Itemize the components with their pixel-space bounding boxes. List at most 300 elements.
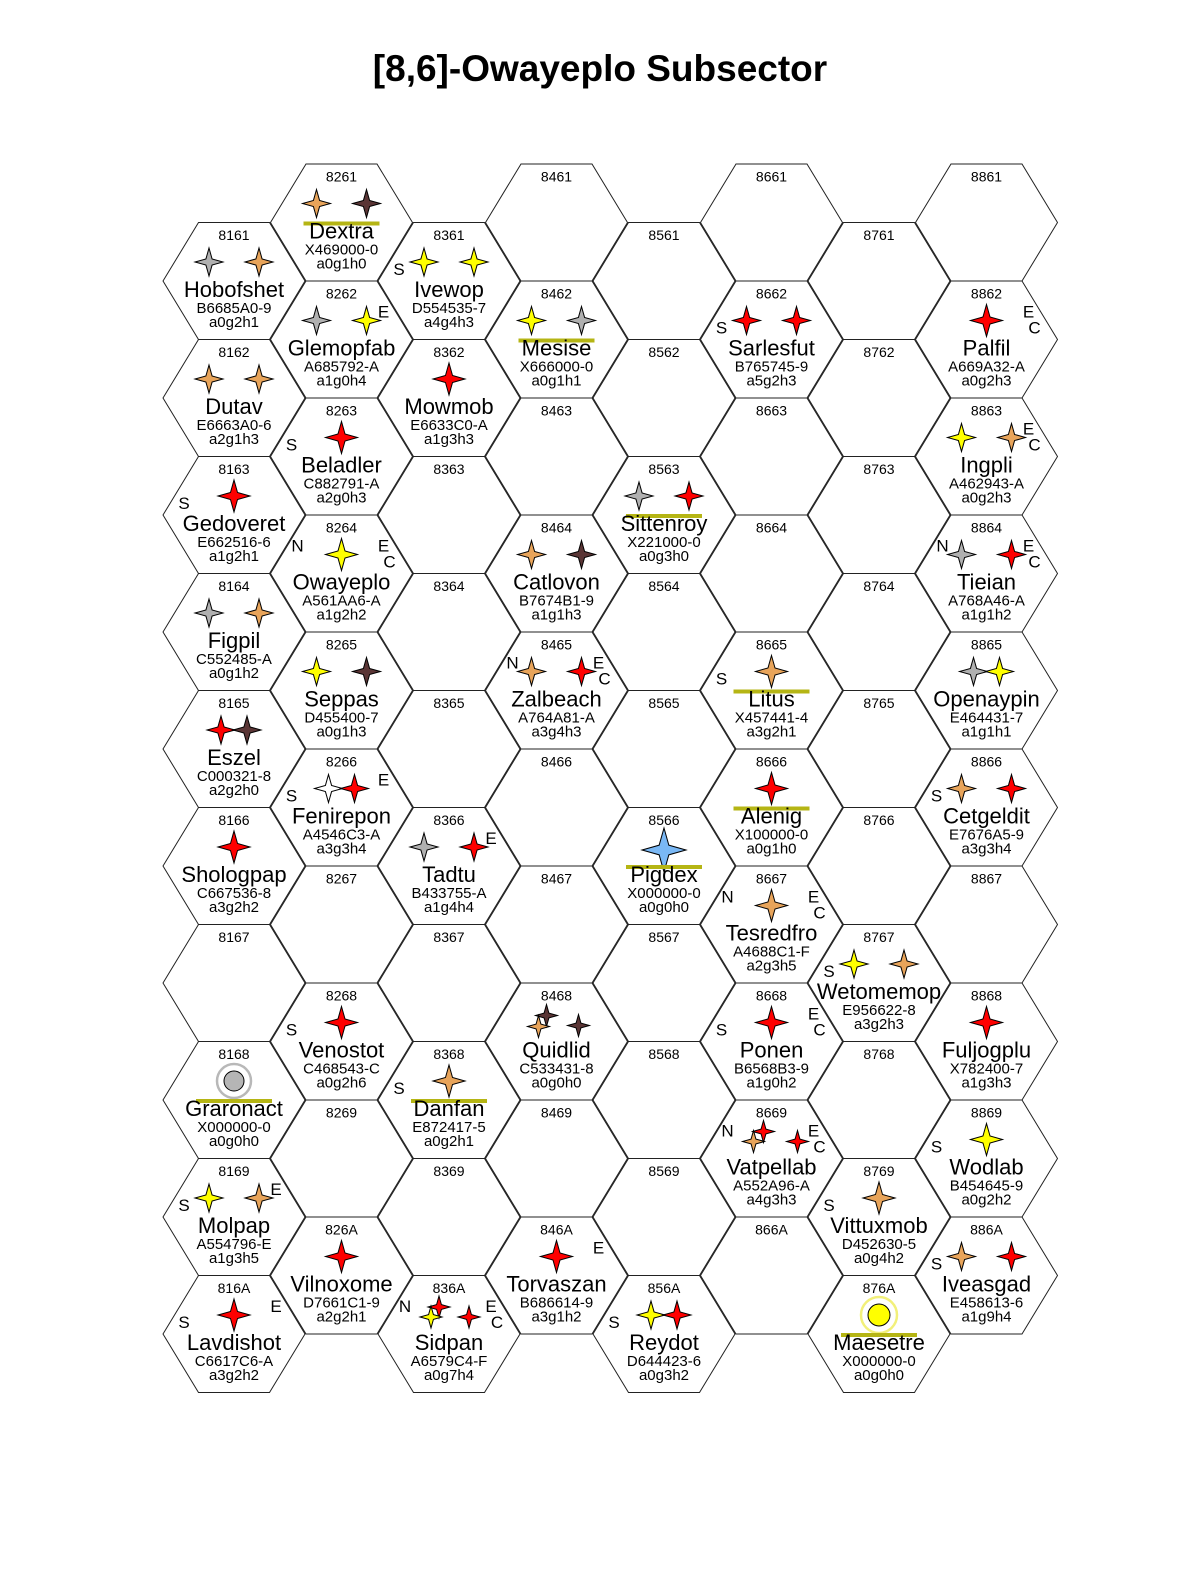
hex-8866[interactable] <box>916 749 1058 866</box>
hex-8566[interactable] <box>593 808 735 925</box>
red-star-icon <box>218 480 250 512</box>
gray-star-icon <box>960 658 988 686</box>
hex-8869[interactable] <box>916 1100 1058 1217</box>
hex-8268[interactable] <box>271 983 413 1100</box>
world-uwp: A4688C1-F <box>733 943 810 961</box>
world-code: a3g2h3 <box>853 1016 905 1033</box>
world-uwp: X000000-0 <box>842 1353 916 1370</box>
world-name: Maesetre <box>833 1330 925 1355</box>
base-flag-n: N <box>398 1297 412 1316</box>
world-uwp: X666000-0 <box>519 358 594 376</box>
hex-number: 8369 <box>433 1163 465 1179</box>
world-code: a0g3h2 <box>638 1367 690 1384</box>
hex-8365[interactable] <box>378 691 520 808</box>
hex-8166[interactable] <box>163 808 305 925</box>
gray-star-icon <box>195 599 223 627</box>
base-flag-s: S <box>930 786 943 806</box>
yellow-star-icon <box>410 248 438 276</box>
orange-star-icon <box>518 658 546 686</box>
hex-number: 8463 <box>540 402 573 419</box>
orange-star-icon <box>303 190 331 218</box>
world-name: Mowmob <box>404 394 494 419</box>
orange-star-icon <box>245 599 273 627</box>
world-code: a0g4h2 <box>853 1250 905 1267</box>
hex-8569[interactable] <box>593 1159 735 1276</box>
world-uwp: B6568B3-9 <box>733 1060 810 1078</box>
world-code: a0g0h0 <box>208 1133 260 1150</box>
hex-8262[interactable] <box>271 281 413 398</box>
hex-number: 8162 <box>218 344 250 360</box>
orange-star-icon <box>998 424 1026 452</box>
base-flag-e: E <box>807 1004 820 1024</box>
world-uwp: D7661C1-9 <box>303 1294 380 1312</box>
hex-number: 8565 <box>648 695 680 711</box>
hex-8568[interactable] <box>593 1042 735 1159</box>
world-uwp: A4546C3-A <box>302 826 381 844</box>
world-name: Hobofshet <box>183 277 285 302</box>
world-name: Eszel <box>207 745 261 770</box>
world-code: a0g3h0 <box>638 548 690 565</box>
world-uwp: B454645-9 <box>949 1177 1024 1195</box>
base-flag-s: S <box>608 1313 620 1332</box>
hex-number: 8762 <box>863 344 895 360</box>
hex-number: 8564 <box>648 578 680 594</box>
hex-number: 8669 <box>755 1104 788 1121</box>
hex-8867[interactable] <box>916 866 1058 983</box>
world-uwp: E6663A0-6 <box>196 417 272 434</box>
yellow-star-icon <box>840 950 868 978</box>
hex-number: 8569 <box>648 1163 680 1179</box>
hex-8367[interactable] <box>378 925 520 1042</box>
hex-8767[interactable] <box>808 925 950 1042</box>
hex-8565[interactable] <box>593 691 735 808</box>
base-flag-e: E <box>485 829 497 848</box>
hex-8369[interactable] <box>378 1159 520 1276</box>
red-star-icon <box>971 305 1003 337</box>
world-name: Cetgeldit <box>943 803 1030 829</box>
hex-846A[interactable] <box>486 1217 628 1334</box>
hex-number: 816A <box>217 1280 251 1296</box>
orange-star-icon <box>245 365 273 393</box>
red-star-icon <box>675 482 703 510</box>
hex-8762[interactable] <box>808 340 950 457</box>
hex-number: 8764 <box>863 578 895 594</box>
orange-star-icon <box>863 1182 895 1214</box>
hex-number: 8769 <box>863 1163 895 1179</box>
base-flag-n: N <box>721 1121 734 1141</box>
hex-8168[interactable] <box>163 1042 305 1159</box>
hex-number: 8862 <box>970 285 1003 302</box>
red-star-icon <box>326 1241 358 1273</box>
hex-number: 8562 <box>648 344 680 360</box>
world-name: Openaypin <box>933 686 1040 712</box>
red-star-icon <box>218 1299 250 1331</box>
hex-8463[interactable] <box>486 398 628 515</box>
base-flag-e: E <box>807 1121 820 1141</box>
red-star-icon <box>733 307 761 335</box>
hex-886A[interactable] <box>916 1217 1058 1334</box>
hex-836A[interactable] <box>378 1276 520 1393</box>
world-code: a0g2h6 <box>316 1074 367 1092</box>
world-uwp: X457441-4 <box>734 709 809 727</box>
world-code: a3g3h4 <box>961 840 1012 858</box>
hex-8267[interactable] <box>271 866 413 983</box>
hex-8861[interactable] <box>916 164 1058 281</box>
world-name: Torvaszan <box>506 1271 607 1297</box>
hex-8263[interactable] <box>271 398 413 515</box>
red-star-icon <box>460 833 488 861</box>
world-name: Sidpan <box>414 1330 484 1355</box>
hex-number: 8864 <box>970 519 1003 536</box>
hex-8769[interactable] <box>808 1159 950 1276</box>
base-flag-s: S <box>715 1020 728 1040</box>
gray-star-icon <box>195 248 223 276</box>
world-uwp: D644423-6 <box>626 1353 702 1370</box>
base-flag-s: S <box>823 1196 835 1215</box>
hex-8664[interactable] <box>701 515 843 632</box>
hex-8667[interactable] <box>701 866 843 983</box>
world-code: a0g1h3 <box>316 723 367 741</box>
hex-8465[interactable] <box>486 632 628 749</box>
world-code: a2g1h3 <box>208 431 260 448</box>
world-uwp: B433755-A <box>411 885 487 902</box>
gray-planet-icon <box>224 1071 244 1091</box>
hex-856A[interactable] <box>593 1276 735 1393</box>
hex-grid <box>163 164 1058 1393</box>
hex-8467[interactable] <box>486 866 628 983</box>
hex-number: 8466 <box>540 753 573 770</box>
hex-8265[interactable] <box>271 632 413 749</box>
hex-number: 8467 <box>540 870 573 887</box>
world-uwp: E662516-6 <box>197 534 271 551</box>
hex-number: 8264 <box>325 519 358 536</box>
hex-8364[interactable] <box>378 574 520 691</box>
hex-8862[interactable] <box>916 281 1058 398</box>
world-name: Quidlid <box>522 1037 591 1063</box>
hex-8661[interactable] <box>701 164 843 281</box>
orange-star-icon <box>195 365 223 393</box>
hex-number: 8662 <box>755 285 788 302</box>
hex-8261[interactable] <box>271 164 413 281</box>
hex-8363[interactable] <box>378 457 520 574</box>
brown-star-icon <box>233 716 261 744</box>
hex-number: 876A <box>862 1280 896 1296</box>
red-star-icon <box>998 541 1026 569</box>
red-star-icon <box>218 831 250 863</box>
hex-8266[interactable] <box>271 749 413 866</box>
hex-number: 8165 <box>218 695 250 711</box>
red-star-icon <box>998 1243 1026 1271</box>
world-uwp: A669A32-A <box>948 358 1025 376</box>
red-star-icon <box>756 773 788 805</box>
hex-8469[interactable] <box>486 1100 628 1217</box>
hex-8567[interactable] <box>593 925 735 1042</box>
hex-8362[interactable] <box>378 340 520 457</box>
world-uwp: C882791-A <box>303 475 380 493</box>
base-flag-c: C <box>1028 435 1041 455</box>
hex-number: 8861 <box>970 168 1003 185</box>
world-code: a2g2h0 <box>208 782 260 799</box>
hex-number: 826A <box>325 1221 358 1238</box>
hex-8765[interactable] <box>808 691 950 808</box>
hex-number: 8768 <box>863 1046 895 1062</box>
world-uwp: A552A96-A <box>733 1177 810 1195</box>
orange-star-icon <box>245 248 273 276</box>
yellow-star-icon <box>948 424 976 452</box>
hex-8865[interactable] <box>916 632 1058 749</box>
hex-number: 8866 <box>970 753 1003 770</box>
world-name: Vatpellab <box>726 1154 817 1180</box>
hex-number: 8167 <box>218 929 250 945</box>
world-uwp: D554535-7 <box>411 300 487 317</box>
hex-number: 8468 <box>540 987 573 1004</box>
world-uwp: D452630-5 <box>841 1236 917 1253</box>
orange-star-icon <box>245 1184 273 1212</box>
world-name: Zalbeach <box>511 686 602 712</box>
brown-star-icon <box>568 1015 590 1037</box>
hex-8165[interactable] <box>163 691 305 808</box>
orange-star-icon <box>433 1065 465 1097</box>
world-name: Tesredfro <box>725 920 818 946</box>
world-uwp: B686614-9 <box>519 1294 594 1312</box>
red-star-icon <box>756 1007 788 1039</box>
hex-number: 8161 <box>218 227 250 243</box>
world-uwp: D455400-7 <box>304 709 379 727</box>
hex-8663[interactable] <box>701 398 843 515</box>
world-code: a0g0h0 <box>638 899 690 916</box>
hex-number: 8268 <box>325 987 358 1004</box>
world-uwp: C000321-8 <box>196 768 272 785</box>
hex-number: 8661 <box>755 168 788 185</box>
world-code: a0g2h1 <box>423 1133 475 1150</box>
world-uwp: X000000-0 <box>627 885 701 902</box>
yellow-star-icon <box>971 1124 1003 1156</box>
hex-8768[interactable] <box>808 1042 950 1159</box>
red-star-icon <box>783 307 811 335</box>
world-code: a4g4h3 <box>423 314 475 331</box>
hex-number: 8566 <box>648 812 680 828</box>
world-uwp: E7676A5-9 <box>948 826 1025 844</box>
base-flag-s: S <box>285 435 298 455</box>
world-uwp: X782400-7 <box>949 1060 1024 1078</box>
hex-number: 886A <box>970 1221 1003 1238</box>
hex-8662[interactable] <box>701 281 843 398</box>
hex-number: 8465 <box>540 636 573 653</box>
world-code: a1g0h4 <box>316 372 367 390</box>
world-uwp: E6633C0-A <box>410 417 488 434</box>
hex-8368[interactable] <box>378 1042 520 1159</box>
world-uwp: A554796-E <box>196 1236 272 1253</box>
world-code: a0g2h1 <box>208 314 260 331</box>
hex-8464[interactable] <box>486 515 628 632</box>
world-name: Wodlab <box>949 1154 1024 1180</box>
base-flag-s: S <box>285 786 298 806</box>
hex-number: 8462 <box>540 285 573 302</box>
orange-star-icon <box>948 1243 976 1271</box>
red-star-icon <box>433 363 465 395</box>
hex-number: 8163 <box>218 461 250 477</box>
hex-number: 8367 <box>433 929 465 945</box>
world-code: a3g3h4 <box>316 840 367 858</box>
world-code: a1g4h4 <box>423 899 475 916</box>
world-code: a0g2h2 <box>961 1191 1012 1209</box>
yellow-star-icon <box>195 1184 223 1212</box>
yellow-planet-icon <box>868 1304 890 1326</box>
world-name: Tadtu <box>422 862 476 887</box>
world-uwp: X221000-0 <box>627 534 701 551</box>
red-star-icon <box>207 716 235 744</box>
hex-number: 8461 <box>540 168 573 185</box>
world-name: Iveasgad <box>941 1271 1032 1297</box>
hex-number: 846A <box>540 1221 573 1238</box>
base-flag-s: S <box>178 1313 190 1332</box>
red-star-icon <box>541 1241 573 1273</box>
base-flag-e: E <box>377 536 390 556</box>
world-name: Vittuxmob <box>830 1213 928 1238</box>
red-star-icon <box>971 1007 1003 1039</box>
yellow-star-icon <box>518 307 546 335</box>
world-code: a0g0h0 <box>853 1367 905 1384</box>
base-flag-n: N <box>936 536 949 556</box>
hex-8466[interactable] <box>486 749 628 866</box>
hex-number: 8869 <box>970 1104 1003 1121</box>
hex-number: 8568 <box>648 1046 680 1062</box>
brown-star-icon <box>353 190 381 218</box>
yellow-star-icon <box>353 307 381 335</box>
world-name: Dutav <box>205 394 263 419</box>
hex-8366[interactable] <box>378 808 520 925</box>
hex-876A[interactable] <box>808 1276 950 1393</box>
world-code: a1g2h1 <box>208 548 260 565</box>
red-star-icon <box>341 775 369 803</box>
red-star-icon <box>998 775 1026 803</box>
world-code: a3g4h3 <box>531 723 582 741</box>
hex-number: 8668 <box>755 987 788 1004</box>
world-name: Sarlesfut <box>728 335 815 361</box>
hex-number: 8667 <box>755 870 788 887</box>
hex-8864[interactable] <box>916 515 1058 632</box>
world-code: a3g2h2 <box>208 1367 260 1384</box>
base-flag-n: N <box>291 536 304 556</box>
hex-number: 8563 <box>648 461 680 477</box>
hex-8161[interactable] <box>163 223 305 340</box>
world-code: a5g2h3 <box>746 372 797 390</box>
hex-8669[interactable] <box>701 1100 843 1217</box>
hex-8169[interactable] <box>163 1159 305 1276</box>
hex-8766[interactable] <box>808 808 950 925</box>
hex-number: 8666 <box>755 753 788 770</box>
world-uwp: E458613-6 <box>949 1294 1024 1312</box>
world-name: Glemopfab <box>287 335 396 361</box>
hex-8763[interactable] <box>808 457 950 574</box>
hex-8564[interactable] <box>593 574 735 691</box>
gray-star-icon <box>568 307 596 335</box>
world-code: a0g7h4 <box>423 1367 475 1384</box>
hex-number: 8664 <box>755 519 788 536</box>
world-name: Sittenroy <box>620 511 708 536</box>
hex-8563[interactable] <box>593 457 735 574</box>
world-name: Palfil <box>962 335 1011 361</box>
world-name: Vilnoxome <box>290 1271 393 1297</box>
base-flag-c: C <box>383 552 396 572</box>
hex-816A[interactable] <box>163 1276 305 1393</box>
base-flag-s: S <box>393 260 405 279</box>
base-flag-n: N <box>721 887 734 907</box>
brown-star-icon <box>568 541 596 569</box>
world-uwp: C533431-8 <box>519 1060 594 1078</box>
hex-number: 8767 <box>863 929 895 945</box>
world-name: Beladler <box>301 452 382 478</box>
hex-number: 8168 <box>218 1046 250 1062</box>
hex-8163[interactable] <box>163 457 305 574</box>
base-flag-e: E <box>270 1180 282 1199</box>
world-name: Seppas <box>304 686 379 712</box>
hex-866A[interactable] <box>701 1217 843 1334</box>
hex-8167[interactable] <box>163 925 305 1042</box>
hex-8562[interactable] <box>593 340 735 457</box>
hex-8164[interactable] <box>163 574 305 691</box>
base-flag-e: E <box>377 302 390 322</box>
base-flag-e: E <box>592 1238 605 1258</box>
world-name: Ingpli <box>960 452 1013 478</box>
yellow-star-icon <box>637 1301 665 1329</box>
world-code: a1g9h4 <box>961 1308 1012 1326</box>
world-code: a2g2h1 <box>316 1308 367 1326</box>
hex-number: 8469 <box>540 1104 573 1121</box>
hex-8468[interactable] <box>486 983 628 1100</box>
world-name: Graronact <box>185 1096 283 1121</box>
world-code: a0g2h3 <box>961 489 1012 507</box>
hex-number: 8365 <box>433 695 465 711</box>
world-name: Danfan <box>413 1096 485 1121</box>
hex-8561[interactable] <box>593 223 735 340</box>
hex-8665[interactable] <box>701 632 843 749</box>
world-code: a0g1h1 <box>531 372 582 390</box>
world-uwp: B6685A0-9 <box>196 300 272 317</box>
hex-8461[interactable] <box>486 164 628 281</box>
red-star-icon <box>326 1007 358 1039</box>
hex-number: 8269 <box>325 1104 358 1121</box>
hex-826A[interactable] <box>271 1217 413 1334</box>
hex-number: 8561 <box>648 227 680 243</box>
hex-number: 8266 <box>325 753 358 770</box>
hex-number: 8363 <box>433 461 465 477</box>
red-star-icon <box>326 422 358 454</box>
world-uwp: X469000-0 <box>304 241 379 259</box>
world-code: a1g0h2 <box>746 1074 797 1092</box>
base-flag-s: S <box>930 1254 943 1274</box>
hex-8462[interactable] <box>486 281 628 398</box>
hex-8761[interactable] <box>808 223 950 340</box>
hex-number: 8763 <box>863 461 895 477</box>
hex-8863[interactable] <box>916 398 1058 515</box>
world-name: Reydot <box>629 1330 699 1355</box>
hex-8162[interactable] <box>163 340 305 457</box>
hex-8666[interactable] <box>701 749 843 866</box>
hex-8764[interactable] <box>808 574 950 691</box>
base-flag-c: C <box>490 1313 504 1332</box>
base-flag-n: N <box>506 653 519 673</box>
world-code: a1g3h5 <box>208 1250 260 1267</box>
world-name: Ivewop <box>414 277 484 302</box>
world-uwp: A6579C4-F <box>410 1353 488 1370</box>
red-star-icon <box>568 658 596 686</box>
base-flag-c: C <box>813 1137 826 1157</box>
hex-8361[interactable] <box>378 223 520 340</box>
world-name: Shologpap <box>181 862 287 887</box>
hex-8264[interactable] <box>271 515 413 632</box>
hex-8269[interactable] <box>271 1100 413 1217</box>
